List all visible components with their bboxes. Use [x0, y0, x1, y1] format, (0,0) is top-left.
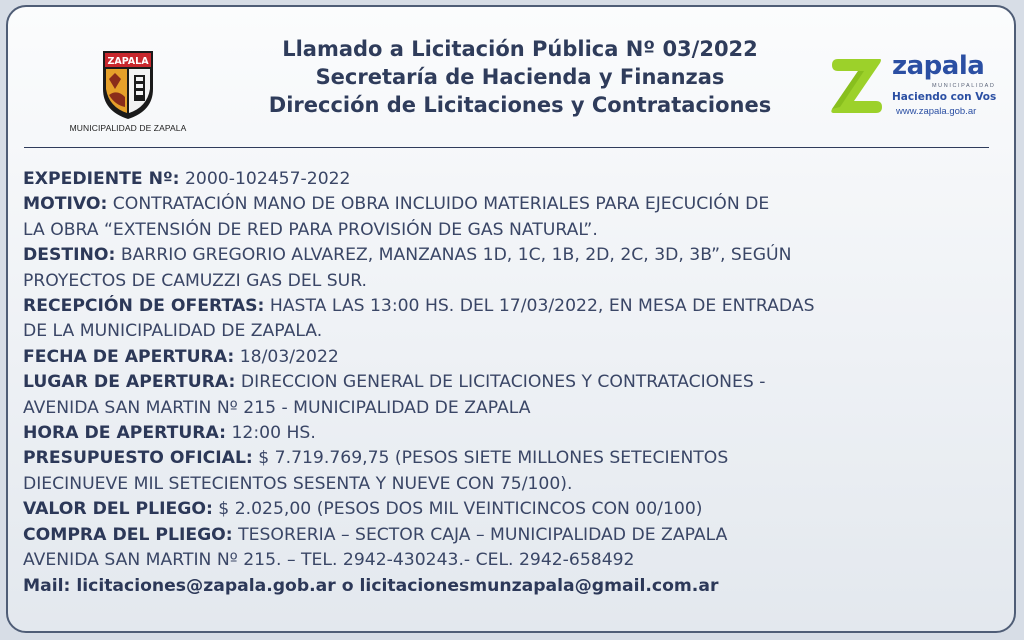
- shield-caption: MUNICIPALIDAD DE ZAPALA: [69, 123, 187, 133]
- valor-pliego-row: [23, 497, 1008, 522]
- hora-apertura-row: [23, 421, 1008, 446]
- zapala-brand-logo: [828, 51, 1006, 123]
- motivo-label: MOTIVO:: [23, 194, 108, 215]
- expediente-value: 2000-102457-2022: [185, 169, 351, 189]
- destino-row: [23, 243, 1008, 268]
- compra-pliego-continuation: AVENIDA SAN MARTIN Nº 215. – TEL. 2942-430243.- CEL. 2942-658492: [23, 550, 635, 571]
- presupuesto-label: PRESUPUESTO OFICIAL:: [23, 448, 253, 469]
- title-direccion: Dirección de Licitaciones y Contrataciones: [268, 93, 772, 117]
- header-titles: [208, 35, 832, 119]
- destino-value: BARRIO GREGORIO ALVAREZ, MANZANAS 1D, 1C, 1B, 2D, 2C, 3D, 3B”, SEGÚN: [120, 245, 792, 266]
- brand-slogan: Haciendo con Vos: [892, 91, 997, 103]
- compra-pliego-value: TESORERIA – SECTOR CAJA – MUNICIPALIDAD DE ZAPALA: [238, 524, 728, 545]
- recepcion-continuation: DE LA MUNICIPALIDAD DE ZAPALA.: [23, 321, 323, 342]
- shield-text: ZAPALA: [107, 56, 149, 67]
- expediente-row: [23, 167, 1008, 192]
- presupuesto-value: $ 7.719.769,75 (PESOS SIETE MILLONES SETECIENTOS: [258, 448, 729, 469]
- brand-website: www.zapala.gob.ar: [896, 106, 977, 117]
- motivo-row: [23, 192, 1008, 217]
- valor-pliego-label: VALOR DEL PLIEGO:: [23, 499, 213, 520]
- fecha-apertura-label: FECHA DE APERTURA:: [23, 346, 235, 367]
- recepcion-value: HASTA LAS 13:00 HS. DEL 17/03/2022, EN MESA DE ENTRADAS: [269, 296, 815, 317]
- notice-card: [6, 5, 1016, 633]
- title-licitacion: Llamado a Licitación Pública Nº 03/2022: [282, 37, 758, 61]
- brand-name: zapala: [892, 51, 985, 81]
- z-brand-icon: [828, 57, 884, 115]
- motivo-continuation: LA OBRA “EXTENSIÓN DE RED PARA PROVISIÓN DE GAS NATURAL”.: [23, 219, 598, 240]
- compra-pliego-label: COMPRA DEL PLIEGO:: [23, 524, 233, 545]
- hora-apertura-label: HORA DE APERTURA:: [23, 423, 227, 444]
- lugar-apertura-row: [23, 370, 1008, 395]
- presupuesto-continuation: DIECINUEVE MIL SETECIENTOS SESENTA Y NUEVE CON 75/100).: [23, 473, 573, 494]
- lugar-apertura-value: DIRECCION GENERAL DE LICITACIONES Y CONTRATACIONES -: [240, 372, 766, 393]
- lugar-apertura-continuation: AVENIDA SAN MARTIN Nº 215 - MUNICIPALIDAD DE ZAPALA: [23, 397, 531, 418]
- title-secretaria: Secretaría de Hacienda y Finanzas: [315, 65, 725, 89]
- fecha-apertura-row: [23, 345, 1008, 370]
- motivo-value: CONTRATACIÓN MANO DE OBRA INCLUIDO MATERIALES PARA EJECUCIÓN DE: [112, 194, 770, 215]
- valor-pliego-value: $ 2.025,00 (PESOS DOS MIL VEINTICINCOS CON 00/100): [218, 499, 703, 520]
- destino-continuation: PROYECTOS DE CAMUZZI GAS DEL SUR.: [23, 270, 368, 291]
- brand-subtitle: MUNICIPALIDAD: [932, 83, 996, 89]
- destino-label: DESTINO:: [23, 245, 116, 266]
- lugar-apertura-label: LUGAR DE APERTURA:: [23, 372, 236, 393]
- expediente-label: EXPEDIENTE Nº:: [23, 169, 180, 189]
- recepcion-label: RECEPCIÓN DE OFERTAS:: [23, 296, 265, 317]
- fecha-apertura-value: 18/03/2022: [239, 346, 339, 367]
- recepcion-row: [23, 294, 1008, 319]
- presupuesto-row: [23, 446, 1008, 471]
- hora-apertura-value: 12:00 HS.: [231, 423, 316, 444]
- coat-of-arms-icon: [101, 49, 155, 121]
- municipal-shield-logo: [62, 49, 194, 133]
- header-divider: [24, 147, 989, 148]
- compra-pliego-row: [23, 523, 1008, 548]
- notice-body: [23, 167, 1008, 599]
- mail-contact[interactable]: Mail: licitaciones@zapala.gob.ar o licitacionesmunzapala@gmail.com.ar: [23, 575, 719, 596]
